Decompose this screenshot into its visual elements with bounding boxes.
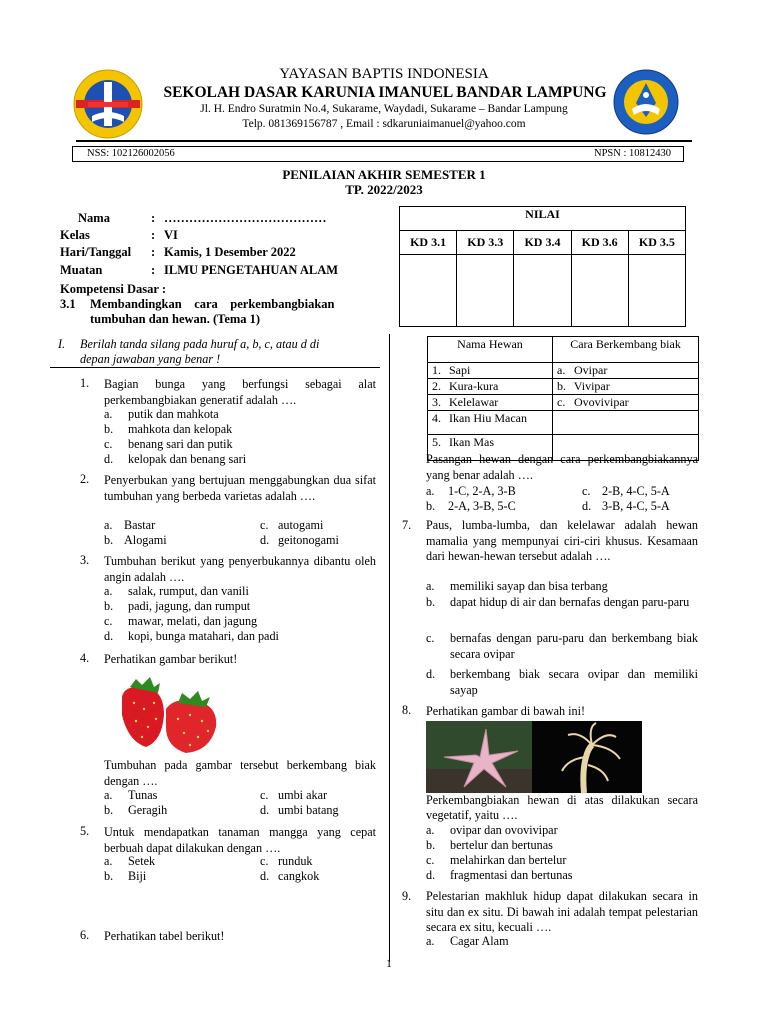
animal-col-header: Nama Hewan — [428, 337, 553, 363]
q8-text: Perkembangbiakan hewan di atas dilakukan secara vegetatif, yaitu …. — [426, 793, 698, 823]
q3-option-b[interactable]: padi, jagung, dan rumput — [128, 599, 251, 613]
section-roman: I. — [58, 337, 66, 351]
q8-letter-d[interactable]: d. — [426, 868, 436, 882]
q2-option-d[interactable]: geitonogami — [278, 533, 339, 547]
kelas-value: VI — [164, 228, 178, 242]
q7-option-b[interactable]: dapat hidup di air dan bernafas dengan paru-paru — [450, 595, 690, 609]
question-9 — [402, 889, 698, 953]
q1-option-a[interactable]: putik dan mahkota — [128, 407, 219, 421]
question-3 — [80, 553, 376, 645]
q5-letter-d[interactable]: d. — [260, 869, 270, 883]
nilai-cell[interactable] — [628, 255, 685, 327]
q2-letter-b[interactable]: b. — [104, 533, 114, 547]
muatan-colon: : — [151, 263, 156, 277]
animal-name: Sapi — [449, 363, 471, 377]
mode-cell — [553, 379, 699, 395]
muatan-label: Muatan — [60, 263, 103, 277]
q7-option-d[interactable]: berkembang biak secara ovipar dan memiliki sayap — [450, 667, 698, 697]
animal-cell — [428, 363, 553, 379]
q7-number: 7. — [402, 518, 412, 532]
nilai-col: KD 3.5 — [628, 231, 685, 255]
question-8 — [402, 703, 698, 883]
q3-number: 3. — [80, 553, 90, 567]
q4-option-c[interactable]: umbi akar — [278, 788, 328, 802]
mode-name: Ovovivipar — [574, 395, 629, 409]
q9-number: 9. — [402, 889, 412, 903]
q9-letter-a[interactable]: a. — [426, 934, 435, 948]
q5-letter-b[interactable]: b. — [104, 869, 114, 883]
npsn-number: NPSN : 10812430 — [593, 148, 671, 159]
q2-letter-a[interactable]: a. — [104, 518, 113, 532]
q8-letter-a[interactable]: a. — [426, 823, 435, 837]
q2-text: Penyerbukan yang bertujuan menggabungkan dua sifat tumbuhan yang berbeda varietas adalah …. — [104, 473, 376, 504]
nilai-table — [399, 206, 686, 327]
q4-option-b[interactable]: Geragih — [128, 803, 168, 817]
q2-option-a[interactable]: Bastar — [124, 518, 156, 532]
q5-letter-c[interactable]: c. — [260, 854, 269, 868]
q5-letter-a[interactable]: a. — [104, 854, 113, 868]
nilai-col: KD 3.4 — [514, 231, 571, 255]
q5-option-b[interactable]: Biji — [128, 869, 147, 883]
q1-letter-b[interactable]: b. — [104, 422, 114, 436]
mode-name: Vivipar — [573, 379, 610, 393]
q4-intro: Perhatikan gambar berikut! — [104, 652, 238, 666]
animal-name: Ikan Hiu Macan — [449, 411, 527, 425]
mode-cell — [553, 395, 699, 411]
animal-cell — [428, 411, 553, 435]
instruction-line1: Berilah tanda silang pada huruf a, b, c, atau d di — [80, 337, 320, 351]
exam-title: PENILAIAN AKHIR SEMESTER 1 — [282, 167, 486, 182]
strawberry-image — [114, 675, 230, 755]
hari-value: Kamis, 1 Desember 2022 — [164, 245, 296, 259]
tut-wuri-logo — [610, 69, 682, 135]
mode-name: Ovipar — [574, 363, 608, 377]
q8-number: 8. — [402, 703, 412, 717]
q6-option-a[interactable]: 1-C, 2-A, 3-B — [448, 484, 516, 498]
mode-cell — [553, 411, 699, 435]
exam-year: TP. 2022/2023 — [345, 182, 423, 197]
q6-option-d[interactable]: 3-B, 4-C, 5-A — [602, 499, 670, 513]
nilai-col: KD 3.6 — [571, 231, 628, 255]
q5-option-a[interactable]: Setek — [128, 854, 156, 868]
q6-text: Pasangan hewan dengan cara perkembangbiakannya yang benar adalah …. — [426, 452, 698, 482]
q6-letter-a[interactable]: a. — [426, 484, 435, 498]
header-divider — [76, 140, 692, 142]
q3-letter-c[interactable]: c. — [104, 614, 113, 628]
q2-option-c[interactable]: autogami — [278, 518, 324, 532]
q4-letter-c[interactable]: c. — [260, 788, 269, 802]
column-divider — [389, 334, 390, 962]
q1-option-d[interactable]: kelopak dan benang sari — [128, 452, 247, 466]
animal-name: Kelelawar — [449, 395, 499, 409]
school-logo — [72, 68, 144, 140]
nama-colon: : — [151, 211, 156, 225]
q7-letter-d[interactable]: d. — [426, 667, 436, 681]
q7-option-c[interactable]: bernafas dengan paru-paru dan berkembang biak secara ovipar — [450, 631, 698, 661]
school-address: Jl. H. Endro Suratmin No.4, Sukarame, Waydadi, Sukarame – Bandar Lampung — [200, 103, 568, 115]
school-name: SEKOLAH DASAR KARUNIA IMANUEL BANDAR LAMPUNG — [163, 84, 607, 101]
q4-option-d[interactable]: umbi batang — [278, 803, 339, 817]
q4-letter-d[interactable]: d. — [260, 803, 270, 817]
question-5 — [80, 824, 376, 888]
row-num: 4. — [432, 411, 441, 425]
question-2 — [80, 472, 376, 552]
q6-letter-c[interactable]: c. — [582, 484, 591, 498]
mode-letter: a. — [557, 363, 566, 377]
nama-label: Nama — [78, 211, 110, 225]
kd-line1: Membandingkan cara perkembangbiakan — [90, 297, 335, 311]
kd-label: Kompetensi Dasar : — [60, 282, 167, 296]
q2-letter-c[interactable]: c. — [260, 518, 269, 532]
nss-box — [72, 146, 684, 162]
q3-letter-d[interactable]: d. — [104, 629, 114, 643]
q5-number: 5. — [80, 824, 90, 838]
q1-letter-c[interactable]: c. — [104, 437, 113, 451]
question-6 — [80, 928, 376, 946]
animal-table — [427, 336, 699, 461]
instruction-underline — [50, 367, 380, 368]
foundation-name: YAYASAN BAPTIS INDONESIA — [279, 66, 489, 82]
q3-option-c[interactable]: mawar, melati, dan jagung — [128, 614, 258, 628]
q4-option-a[interactable]: Tunas — [128, 788, 158, 802]
mode-letter: b. — [557, 379, 566, 393]
q1-option-b[interactable]: mahkota dan kelopak — [128, 422, 233, 436]
kd-number: 3.1 — [60, 297, 76, 311]
nilai-col: KD 3.3 — [457, 231, 514, 255]
q4-letter-a[interactable]: a. — [104, 788, 113, 802]
q6-option-c[interactable]: 2-B, 4-C, 5-A — [602, 484, 670, 498]
mode-col-header: Cara Berkembang biak — [553, 337, 699, 363]
q6-letter-d[interactable]: d. — [582, 499, 592, 513]
nilai-cell[interactable] — [400, 255, 457, 327]
q8-option-b[interactable]: bertelur dan bertunas — [450, 838, 553, 852]
q9-option-a[interactable]: Cagar Alam — [450, 934, 509, 948]
q1-text: Bagian bunga yang berfungsi sebagai alat perkembangbiakan generatif adalah …. — [104, 377, 376, 408]
q8-option-c[interactable]: melahirkan dan bertelur — [450, 853, 567, 867]
question-1 — [80, 376, 376, 466]
q3-option-a[interactable]: salak, rumput, dan vanili — [128, 584, 249, 598]
school-contact: Telp. 081369156787 , Email : sdkaruniaimanuel@yahoo.com — [242, 118, 526, 130]
q5-text: Untuk mendapatkan tanaman mangga yang cepat berbuah dapat dilakukan dengan …. — [104, 825, 376, 856]
q8-letter-b[interactable]: b. — [426, 838, 436, 852]
mode-letter: c. — [557, 395, 566, 409]
nss-number: NSS: 102126002056 — [87, 148, 175, 159]
q1-number: 1. — [80, 376, 90, 390]
row-num: 2. — [432, 379, 441, 393]
animal-cell — [428, 395, 553, 411]
question-7 — [402, 518, 698, 698]
nilai-col: KD 3.1 — [400, 231, 457, 255]
kelas-colon: : — [151, 228, 156, 242]
q3-text: Tumbuhan berikut yang penyerbukannya dibantu oleh angin adalah …. — [104, 554, 376, 585]
mode-cell — [553, 363, 699, 379]
q6-intro: Perhatikan tabel berikut! — [104, 929, 225, 943]
kelas-label: Kelas — [60, 228, 90, 242]
hari-label: Hari/Tanggal — [60, 245, 132, 259]
q8-option-d[interactable]: fragmentasi dan bertunas — [450, 868, 573, 882]
animal-name: Ikan Mas — [449, 435, 494, 449]
q8-option-a[interactable]: ovipar dan ovovivipar — [450, 823, 558, 837]
q4-number: 4. — [80, 651, 90, 665]
q1-letter-d[interactable]: d. — [104, 452, 114, 466]
instruction-line2: depan jawaban yang benar ! — [80, 352, 221, 366]
q3-letter-a[interactable]: a. — [104, 584, 113, 598]
nilai-cell[interactable] — [571, 255, 628, 327]
q7-option-a[interactable]: memiliki sayap dan bisa terbang — [450, 579, 608, 593]
q4-letter-b[interactable]: b. — [104, 803, 114, 817]
row-num: 1. — [432, 363, 441, 377]
q4-text: Tumbuhan pada gambar tersebut berkembang biak dengan …. — [104, 758, 376, 789]
hari-colon: : — [151, 245, 156, 259]
q7-letter-a[interactable]: a. — [426, 579, 435, 593]
q5-option-d[interactable]: cangkok — [278, 869, 320, 883]
q3-letter-b[interactable]: b. — [104, 599, 114, 613]
q7-text: Paus, lumba-lumba, dan kelelawar adalah hewan mamalia yang mempunyai ciri-ciri khusus. Kesamaan dari hewan-hewan tersebut adalah …. — [426, 518, 698, 564]
animal-name: Kura-kura — [449, 379, 499, 393]
q6-letter-b[interactable]: b. — [426, 499, 436, 513]
question-4 — [80, 651, 376, 821]
q1-option-c[interactable]: benang sari dan putik — [128, 437, 233, 451]
q6-number: 6. — [80, 928, 90, 942]
q1-letter-a[interactable]: a. — [104, 407, 113, 421]
q2-letter-d[interactable]: d. — [260, 533, 270, 547]
q9-text: Pelestarian makhluk hidup dapat dilakukan secara in situ dan ex situ. Di bawah ini adalah tempat pelestarian secara ex situ, kecuali …. — [426, 889, 698, 935]
kd-line2: tumbuhan dan hewan. (Tema 1) — [90, 312, 261, 326]
q8-intro: Perhatikan gambar di bawah ini! — [426, 704, 586, 718]
starfish-image — [426, 721, 532, 793]
nilai-title: NILAI — [400, 207, 686, 231]
nilai-cell[interactable] — [514, 255, 571, 327]
q3-option-d[interactable]: kopi, bunga matahari, dan padi — [128, 629, 279, 643]
hydra-image — [532, 721, 642, 793]
nama-field[interactable]: ………………………………… — [164, 211, 327, 225]
animal-cell — [428, 379, 553, 395]
row-num: 5. — [432, 435, 441, 449]
q2-number: 2. — [80, 472, 90, 486]
muatan-value: ILMU PENGETAHUAN ALAM — [164, 263, 339, 277]
q6-body — [426, 452, 698, 513]
q2-option-b[interactable]: Alogami — [124, 533, 167, 547]
q7-letter-c[interactable]: c. — [426, 631, 435, 645]
page-number: 1 — [386, 958, 392, 970]
nilai-cell[interactable] — [457, 255, 514, 327]
q5-option-c[interactable]: runduk — [278, 854, 313, 868]
q8-letter-c[interactable]: c. — [426, 853, 435, 867]
q7-letter-b[interactable]: b. — [426, 595, 436, 609]
q6-option-b[interactable]: 2-A, 3-B, 5-C — [448, 499, 516, 513]
row-num: 3. — [432, 395, 441, 409]
